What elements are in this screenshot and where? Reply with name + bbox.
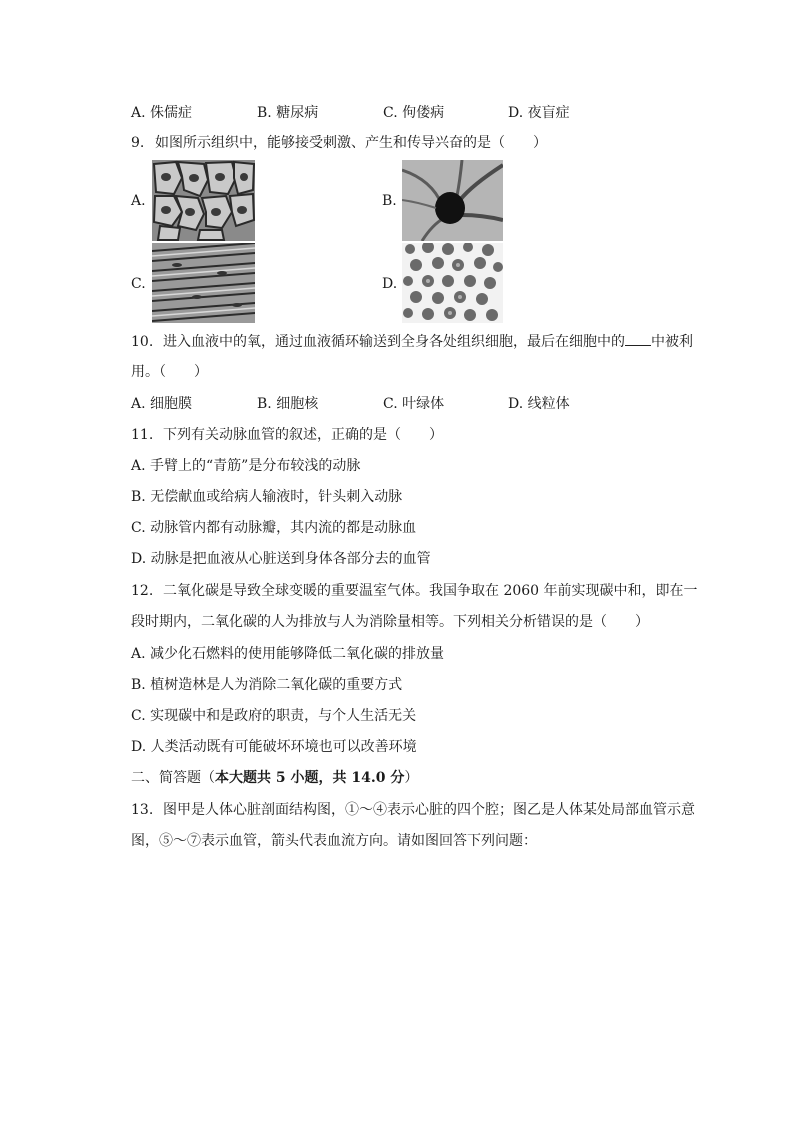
section-2-title-start: 二、简答题（ (131, 770, 215, 786)
q9-label-b[interactable]: B. (382, 193, 397, 209)
q10-stem-part2: 中被利 (651, 334, 693, 350)
q13-question (131, 800, 695, 820)
q12-option-a[interactable]: A. 减少化石燃料的使用能够降低二氧化碳的排放量 (131, 646, 445, 662)
q13-number: 13. (131, 802, 154, 818)
muscle-tissue-image[interactable] (152, 243, 255, 323)
q12-number: 12. (131, 583, 154, 599)
q11-option-a[interactable]: A. 手臂上的“青筋”是分布较浅的动脉 (131, 458, 361, 474)
q10-options (131, 394, 691, 414)
nerve-cell-image[interactable] (402, 160, 503, 241)
q12-question (131, 581, 698, 601)
q10-option-d[interactable]: D. 线粒体 (508, 396, 570, 412)
q9-question (131, 133, 547, 153)
q10-number: 10. (131, 334, 154, 350)
q11-option-b[interactable]: B. 无偿献血或给病人输液时，针头刺入动脉 (131, 489, 403, 505)
q10-option-a[interactable]: A. 细胞膜 (131, 396, 193, 412)
q11-option-c[interactable]: C. 动脉管内都有动脉瓣，其内流的都是动脉血 (131, 520, 417, 536)
q9-label-d[interactable]: D. (382, 276, 398, 292)
section-2-heading (131, 768, 418, 788)
q12-stem-line1: 二氧化碳是导致全球变暖的重要温室气体。我国争取在 2060 年前实现碳中和，即在一 (163, 583, 698, 599)
epithelial-tissue-image[interactable] (152, 160, 255, 241)
q8-option-d[interactable]: D. 夜盲症 (508, 105, 570, 121)
q10-option-c[interactable]: C. 叶绿体 (383, 396, 445, 412)
q10-stem-part1: 进入血液中的氧，通过血液循环输送到全身各处组织细胞，最后在细胞中的 (163, 334, 625, 350)
q9-number: 9. (131, 135, 145, 151)
q8-options (131, 103, 691, 123)
q8-option-a[interactable]: A. 侏儒症 (131, 105, 193, 121)
q10-question (131, 331, 693, 352)
q8-option-b[interactable]: B. 糖尿病 (257, 105, 319, 121)
q12-stem-line2: 段时期内，二氧化碳的人为排放与人为消除量相等。下列相关分析错误的是（ ） (131, 614, 649, 630)
q9-stem: 如图所示组织中，能够接受刺激、产生和传导兴奋的是（ ） (155, 135, 547, 151)
q8-option-c[interactable]: C. 佝偻病 (383, 105, 445, 121)
q13-stem-line2: 图，⑤～⑦表示血管，箭头代表血流方向。请如图回答下列问题： (131, 833, 537, 849)
q11-question (131, 425, 443, 445)
q10-stem-line2: 用。（ ） (131, 364, 208, 380)
q11-option-d[interactable]: D. 动脉是把血液从心脏送到身体各部分去的血管 (131, 551, 431, 567)
section-2-title-info: 本大题共 5 小题，共 14.0 分 (215, 770, 405, 786)
blood-cells-image[interactable] (402, 243, 503, 323)
q12-option-c[interactable]: C. 实现碳中和是政府的职责，与个人生活无关 (131, 708, 417, 724)
q11-stem: 下列有关动脉血管的叙述，正确的是（ ） (163, 427, 443, 443)
q12-option-d[interactable]: D. 人类活动既有可能破坏环境也可以改善环境 (131, 739, 417, 755)
q10-option-b[interactable]: B. 细胞核 (257, 396, 319, 412)
q12-option-b[interactable]: B. 植树造林是人为消除二氧化碳的重要方式 (131, 677, 403, 693)
q13-stem-line1: 图甲是人体心脏剖面结构图，①～④表示心脏的四个腔；图乙是人体某处局部血管示意 (163, 802, 695, 818)
q9-label-a[interactable]: A. (131, 193, 146, 209)
q10-blank[interactable] (625, 331, 651, 346)
q11-number: 11. (131, 427, 154, 443)
section-2-title-end: ） (404, 770, 419, 786)
q9-label-c[interactable]: C. (131, 276, 146, 292)
